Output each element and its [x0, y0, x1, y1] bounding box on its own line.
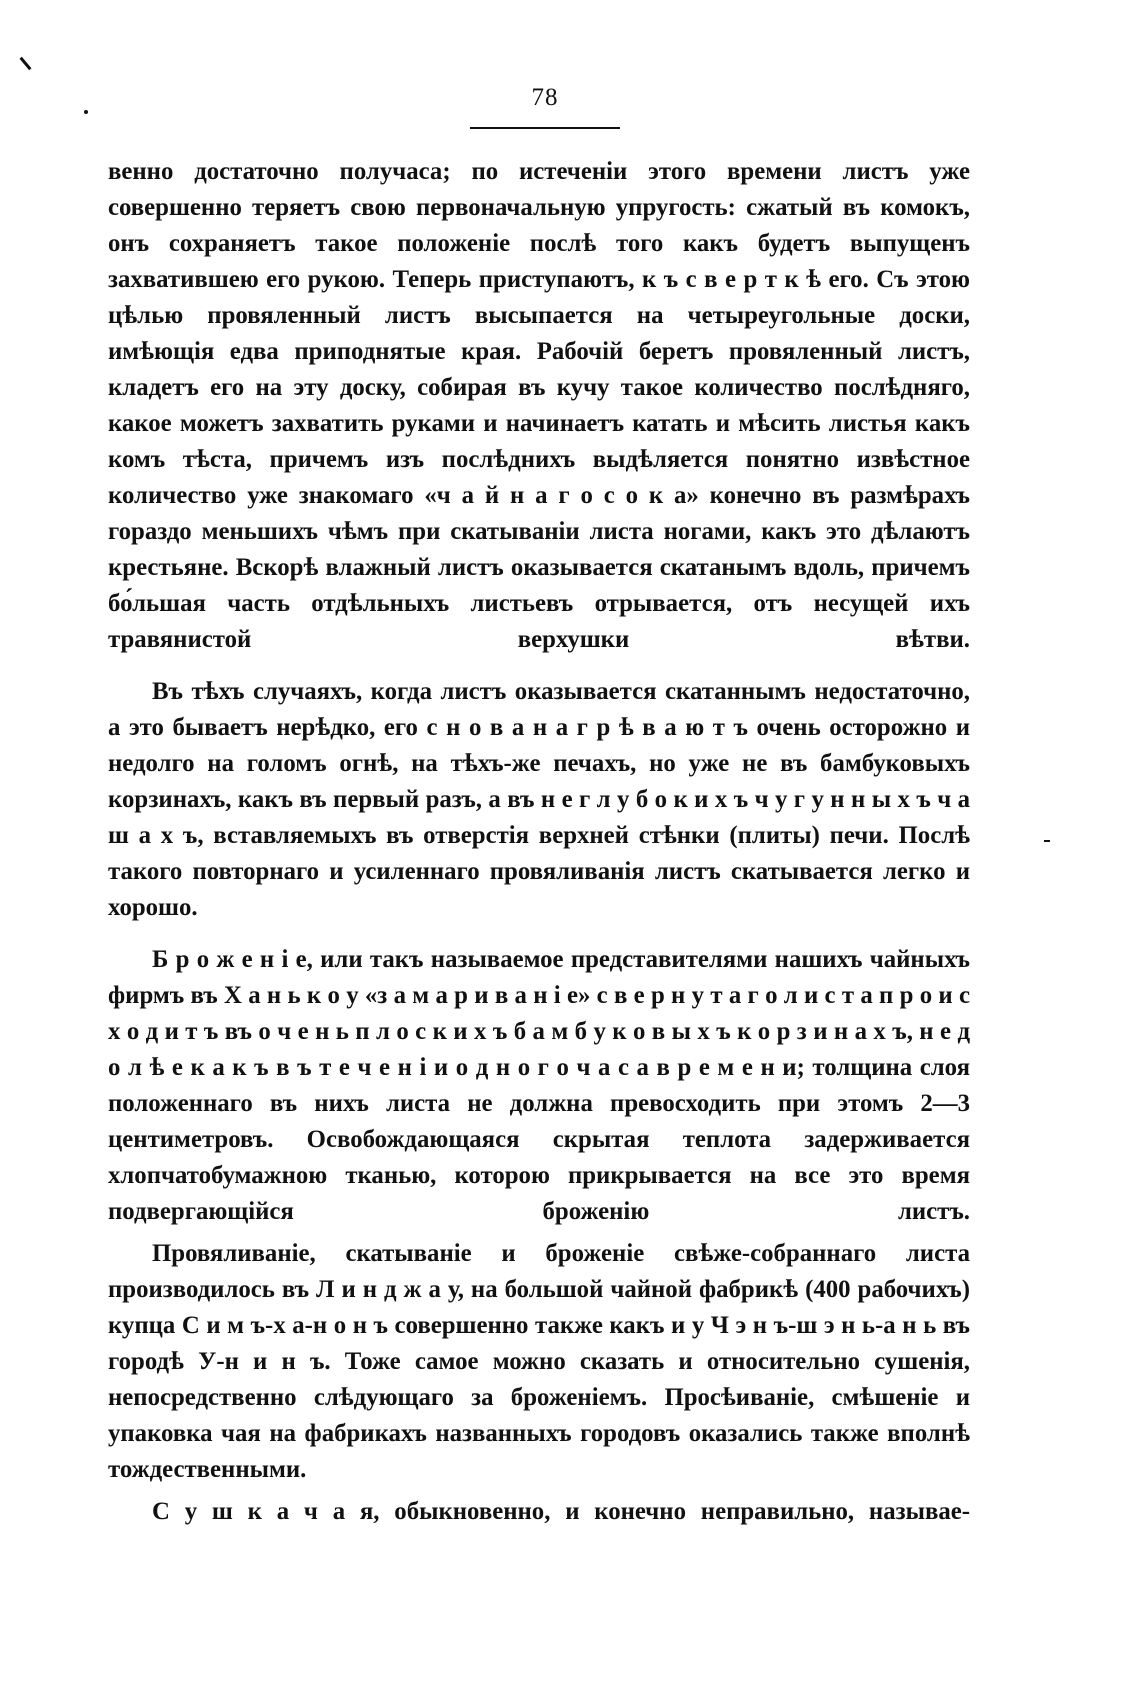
paragraph-1: венно достаточно получаса; по истеченіи этого времени листъ уже совершенно теряетъ свою первоначальную упругость: сжатый въ комокъ, онъ сохраняетъ такое положеніе послѣ того какъ будетъ выпущенъ захватившею его рукою. Теперь приступаютъ, к ъ с в е р т к ѣ его. Съ этою цѣлью провяленный листъ высыпается на четыреугольные доски, имѣющія едва приподнятые края. Рабочій беретъ провяленный листъ, кладетъ его на эту доску, собирая въ кучу такое количество послѣдняго, какое можетъ захватить руками и начинаетъ катать и мѣсить листья какъ комъ тѣста, причемъ изъ послѣднихъ выдѣляется понятно извѣстное количество уже знакомаго «ч а й н а г о с о к а» конечно въ размѣрахъ гораздо меньшихъ чѣмъ при скатываніи листа ногами, какъ это дѣлаютъ крестьяне. Вскорѣ влажный листъ оказывается скатанымъ вдоль, причемъ бо́льшая часть отдѣльныхъ листьевъ отрывается, отъ несущей ихъ травянистой верхушки вѣтви.: [108, 158, 970, 653]
body-text: [108, 154, 970, 1530]
scan-dot: [84, 110, 88, 114]
paragraph-5: С у ш к а ч а я, обыкновенно, и конечно неправильно, называе-: [152, 1498, 970, 1525]
paragraph-3: Б р о ж е н і е, или такъ называемое представителями нашихъ чайныхъ фирмъ въ Х а н ь к о у «з а м а р и в а н і е» с в е р н у т а г о л и с т а п р о и с х о д и т ъ въ о ч е н ь п л о с к и х ъ б а м б у к о в ы х ъ к о р з и н а х ъ, н е д о л ѣ е к а к ъ в ъ т е ч е н і и о д н о г о ч а с а в р е м е н и; толщина слоя положеннаго въ нихъ листа не должна превосходить при этомъ 2—3 центиметровъ. Освобождающаяся скрытая теплота задерживается хлопчатобумажною тканью, которою прикрывается на все это время подвергающійся броженію листъ.: [108, 946, 970, 1225]
paragraph-4: Провяливаніе, скатываніе и броженіе свѣже-собраннаго листа производилось въ Л и н д ж а у, на большой чайной фабрикѣ (400 рабочихъ) купца С и м ъ-х а-н о н ъ совершенно также какъ и у Ч э н ъ-ш э н ь-а н ь въ городѣ У-н и н ъ. Тоже самое можно сказать и относительно сушенія, непосредственно слѣдующаго за броженіемъ. Просѣиваніе, смѣшеніе и упаковка чая на фабрикахъ названныхъ городовъ оказались также вполнѣ тождественными.: [108, 1240, 970, 1483]
page-number-rule: [470, 127, 620, 129]
scan-mark: [20, 57, 32, 70]
scan-dash: [1044, 840, 1050, 842]
paragraph-2: Въ тѣхъ случаяхъ, когда листъ оказывается скатаннымъ недостаточно, а это бываетъ нерѣдко, его с н о в а н а г р ѣ в а ю т ъ очень осторожно и недолго на голомъ огнѣ, на тѣхъ-же печахъ, но уже не въ бамбуковыхъ корзинахъ, какъ въ первый разъ, а въ н е г л у б о к и х ъ ч у г у н н ы х ъ ч а ш а х ъ, вставляемыхъ въ отверстія верхней стѣнки (плиты) печи. Послѣ такого повторнаго и усиленнаго провяливанія листъ скатывается легко и хорошо.: [108, 678, 970, 921]
page-number: 78: [531, 84, 559, 111]
